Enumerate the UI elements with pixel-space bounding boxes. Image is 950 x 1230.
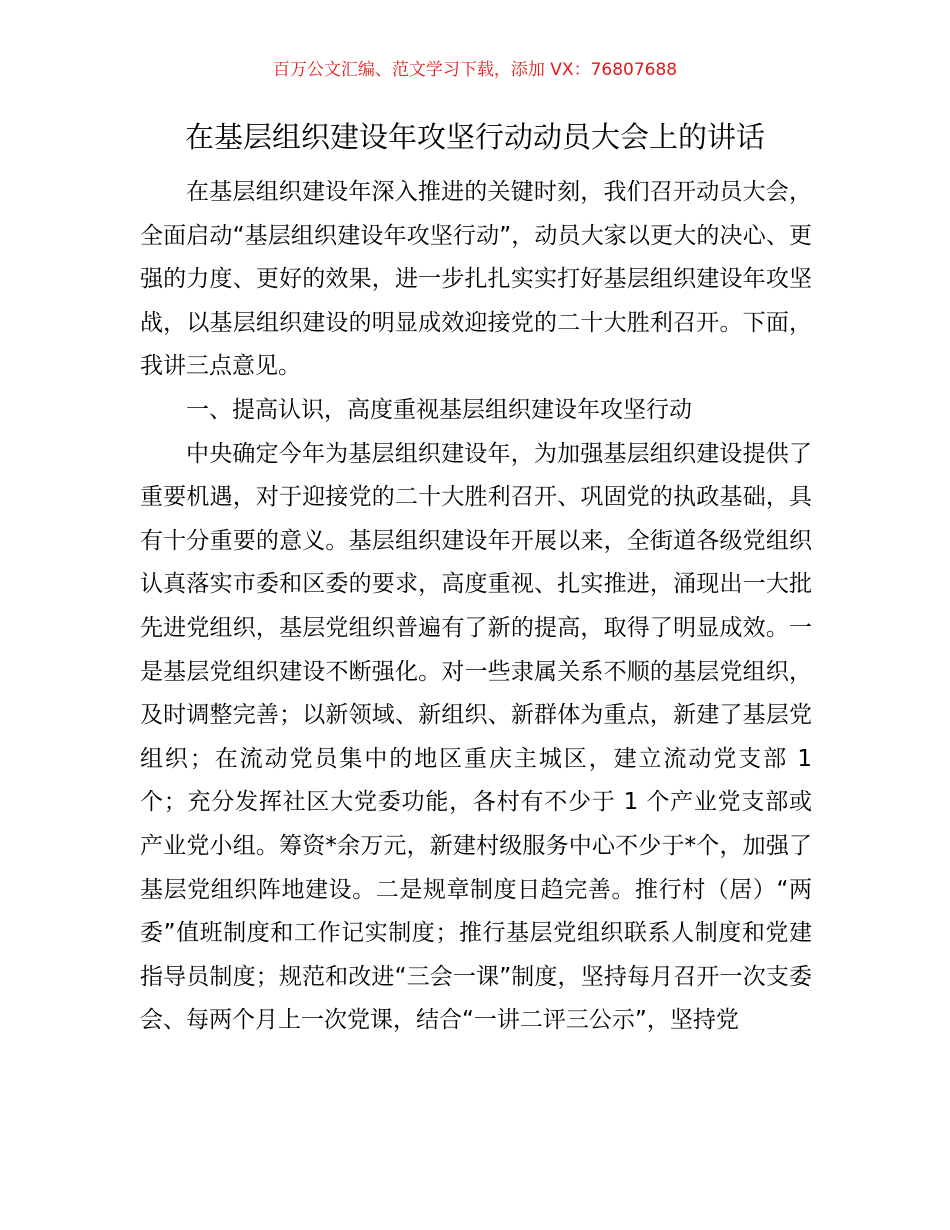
section-heading-1: 一、提高认识，高度重视基层组织建设年攻坚行动 bbox=[186, 396, 692, 423]
paragraph-section-1: 中央确定今年为基层组织建设年，为加强基层组织建设提供了重要机遇，对于迎接党的二十大胜利召开、巩固党的执政基础，具有十分重要的意义。基层组织建设年开展以来，全街道各级党组织认真落实市委和区委的要求，高度重视、扎实推进，涌现出一大批先进党组织，基层党组织普遍有了新的提高，取得了明显成效。一是基层党组织建设不断强化。对一些隶属关系不顺的基层党组织，及时调整完善；以新领域、新组织、新群体为重点，新建了基层党组织；在流动党员集中的地区重庆主城区，建立流动党支部 1 个；充分发挥社区大党委功能，各村有不少于 1 个产业党支部或产业党小组。筹资*余万元，新建村级服务中心不少于*个，加强了基层党组织阵地建设。二是规章制度日趋完善。推行村（居）“两委”值班制度和工作记实制度；推行基层党组织联系人制度和党建指导员制度；规范和改进“三会一课”制度，坚持每月召开一次支委会、每两个月上一次党课，结合“一讲二评三公示”，坚持党 bbox=[140, 440, 812, 1034]
document-body bbox=[140, 171, 812, 1043]
paragraph-intro: 在基层组织建设年深入推进的关键时刻，我们召开动员大会，全面启动“基层组织建设年攻坚行动”，动员大家以更大的决心、更强的力度、更好的效果，进一步扎扎实实打好基层组织建设年攻坚战，以基层组织建设的明显成效迎接党的二十大胜利召开。下面，我讲三点意见。 bbox=[140, 179, 812, 380]
page-title: 在基层组织建设年攻坚行动动员大会上的讲话 bbox=[184, 120, 765, 154]
watermark-header: 百万公文汇编、范文学习下载，添加 VX：76807688 bbox=[272, 60, 678, 80]
